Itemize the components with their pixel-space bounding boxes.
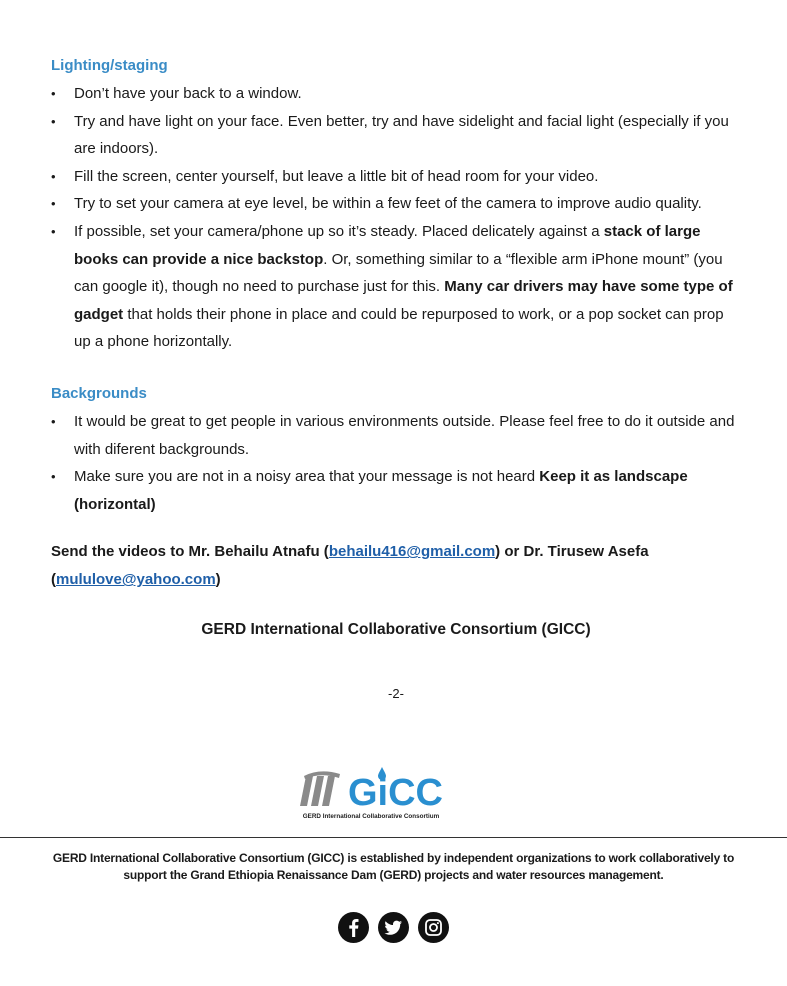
lighting-item <box>51 190 741 218</box>
backgrounds-list <box>51 408 741 518</box>
email-link-behailu[interactable]: behailu416@gmail.com <box>328 543 496 561</box>
logo-wordmark: GiCC <box>348 772 443 814</box>
bullet-text: that holds their phone in place and could be repurposed to work, or a pop socket can prop up a phone horizontally. <box>74 305 724 351</box>
lighting-heading: Lighting/staging <box>51 57 168 74</box>
emphasis-text: Many car drivers may have some type of gadget <box>74 278 733 323</box>
logo-mark-icon <box>300 771 340 806</box>
backgrounds-item <box>51 463 741 518</box>
bullet-text: Don’t have your back to a window. <box>74 85 302 102</box>
footer-divider <box>0 837 787 838</box>
bullet-text: It would be great to get people in various environments outside. Please feel free to do it outside and with diferent backgrounds. <box>74 412 735 458</box>
bullet-text: Make sure you are not in a noisy area that your message is not heard <box>74 468 540 486</box>
page-number: -2- <box>388 686 404 702</box>
lighting-item <box>51 218 741 356</box>
email-link-tirusew[interactable]: mululove@yahoo.com <box>56 571 216 589</box>
document-body <box>51 54 741 701</box>
bullet-text: Try to set your camera at eye level, be within a few feet of the camera to improve audio quality. <box>74 195 702 213</box>
twitter-icon[interactable] <box>378 912 409 943</box>
emphasis-text: stack of large books can provide a nice backstop <box>74 222 701 268</box>
lighting-item <box>51 163 741 191</box>
emphasis-text: Keep it as landscape (horizontal) <box>74 468 688 513</box>
consortium-name: GERD International Collaborative Consortium (GICC) <box>201 621 591 639</box>
lighting-list <box>51 80 741 356</box>
logo-subtitle: GERD International Collaborative Consortium <box>302 813 440 820</box>
social-links <box>0 912 787 943</box>
bullet-text: Fill the screen, center yourself, but leave a little bit of head room for your video. <box>74 167 599 185</box>
backgrounds-heading: Backgrounds <box>51 384 147 402</box>
bullet-text: . Or, something similar to a “flexible arm iPhone mount” (you can google it), though no need to purchase just for this. <box>74 250 723 296</box>
send-prefix: Send the videos to Mr. Behailu Atnafu ( <box>51 543 329 561</box>
bullet-text: Try and have light on your face. Even better, try and have sidelight and facial light (especially if you are indoors). <box>74 112 729 158</box>
send-middle: ) or Dr. Tirusew Asefa ( <box>51 543 649 589</box>
send-suffix: ) <box>215 571 221 589</box>
bullet-text: If possible, set your camera/phone up so it’s steady. Placed delicately against a <box>74 222 604 240</box>
backgrounds-item <box>51 408 741 463</box>
gicc-logo-graphic <box>296 766 446 822</box>
gicc-logo <box>296 766 446 822</box>
footer-statement: GERD International Collaborative Consortium (GICC) is established by independent organizations to work collaboratively to support the Grand Ethiopia Renaissance Dam (GERD) projects and water resources management. <box>52 851 735 882</box>
lighting-item <box>51 80 741 108</box>
lighting-item <box>51 108 741 163</box>
send-instructions <box>51 538 741 594</box>
instagram-icon[interactable] <box>418 912 449 943</box>
facebook-icon[interactable] <box>338 912 369 943</box>
